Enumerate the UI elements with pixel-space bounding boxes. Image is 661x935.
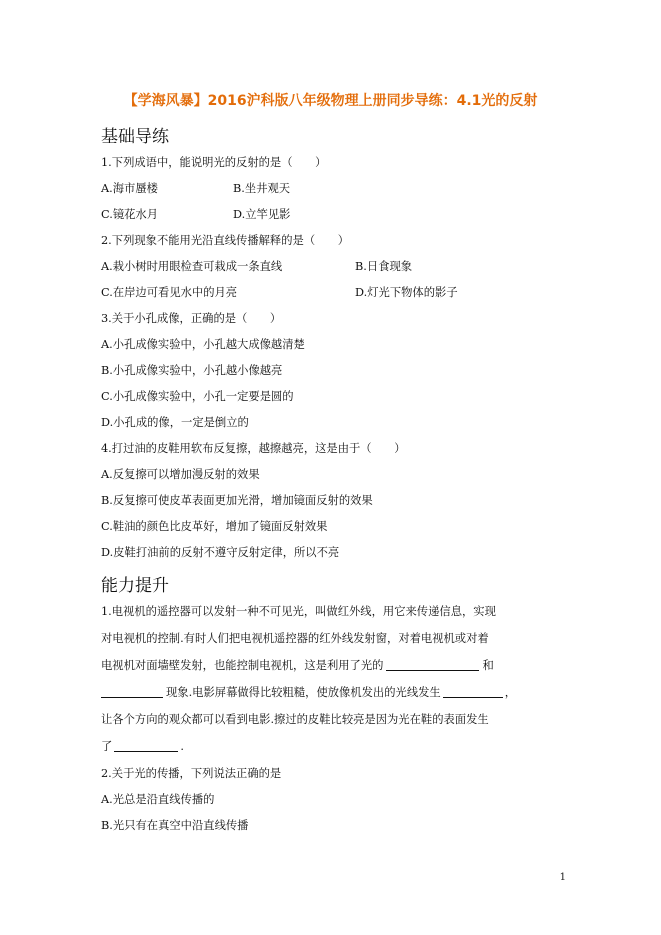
question-3-option-d: D.小孔成的像，一定是倒立的 — [101, 416, 249, 429]
question-3-option-c: C.小孔成像实验中，小孔一定要是圆的 — [101, 390, 294, 403]
problem-1-line-6-text: 了 — [101, 740, 113, 753]
page-number: 1 — [559, 872, 566, 883]
problem-2-option-a: A.光总是沿直线传播的 — [101, 793, 215, 806]
problem-1-line-3-text: 电视机对面墙壁发射，也能控制电视机，这是利用了光的 — [101, 659, 384, 672]
question-1-option-a: A.海市蜃楼 — [101, 182, 158, 195]
question-2-option-b: B.日食现象 — [355, 260, 413, 273]
answer-blank-1[interactable] — [386, 658, 479, 671]
problem-1-line-6-period: . — [180, 740, 184, 753]
problem-1-line-3-and: 和 — [482, 659, 494, 672]
page-title: 【学海风暴】2016沪科版八年级物理上册同步导练：4.1光的反射 — [123, 93, 538, 109]
question-2-option-d: D.灯光下物体的影子 — [355, 286, 458, 299]
question-2-stem: 2.下列现象不能用光沿直线传播解释的是（ ） — [101, 234, 350, 247]
problem-1-line-2: 对电视机的控制.有时人们把电视机遥控器的红外线发射窗，对着电视机或对着 — [101, 632, 489, 645]
question-3-option-a: A.小孔成像实验中，小孔越大成像越清楚 — [101, 338, 305, 351]
question-2-option-a: A.栽小树时用眼检查可栽成一条直线 — [101, 260, 283, 273]
question-3-stem: 3.关于小孔成像，正确的是（ ） — [101, 312, 282, 325]
problem-2-stem: 2.关于光的传播，下列说法正确的是 — [101, 767, 282, 780]
question-4-option-a: A.反复擦可以增加漫反射的效果 — [101, 468, 260, 481]
question-4-option-c: C.鞋油的颜色比皮革好，增加了镜面反射效果 — [101, 520, 328, 533]
problem-1-line-5: 让各个方向的观众都可以看到电影.擦过的皮鞋比较亮是因为光在鞋的表面发生 — [101, 713, 489, 726]
section-heading-advanced: 能力提升 — [101, 576, 169, 596]
question-1-stem: 1.下列成语中，能说明光的反射的是（ ） — [101, 156, 327, 169]
question-4-option-d: D.皮鞋打油前的反射不遵守反射定律，所以不亮 — [101, 546, 340, 559]
question-3-option-b: B.小孔成像实验中，小孔越小像越亮 — [101, 364, 283, 377]
question-4-stem: 4.打过油的皮鞋用软布反复擦，越擦越亮，这是由于（ ） — [101, 442, 406, 455]
problem-1-line-1: 1.电视机的遥控器可以发射一种不可见光，叫做红外线，用它来传递信息，实现 — [101, 605, 496, 618]
problem-1-line-4 — [101, 685, 516, 701]
problem-1-line-6 — [101, 739, 184, 755]
problem-1-line-4-comma: ， — [504, 686, 517, 699]
problem-1-line-3 — [101, 658, 494, 674]
answer-blank-2[interactable] — [101, 685, 163, 698]
answer-blank-4[interactable] — [114, 739, 178, 752]
question-1-option-b: B.坐井观天 — [233, 182, 291, 195]
question-1-option-c: C.镜花水月 — [101, 208, 159, 221]
question-2-option-c: C.在岸边可看见水中的月亮 — [101, 286, 238, 299]
section-heading-basic: 基础导练 — [101, 127, 169, 147]
problem-2-option-b: B.光只有在真空中沿直线传播 — [101, 819, 249, 832]
answer-blank-3[interactable] — [443, 685, 503, 698]
problem-1-line-4-text: 现象.电影屏幕做得比较粗糙，使放像机发出的光线发生 — [166, 686, 441, 699]
question-1-option-d: D.立竿见影 — [233, 208, 291, 221]
question-4-option-b: B.反复擦可使皮革表面更加光滑，增加镜面反射的效果 — [101, 494, 373, 507]
